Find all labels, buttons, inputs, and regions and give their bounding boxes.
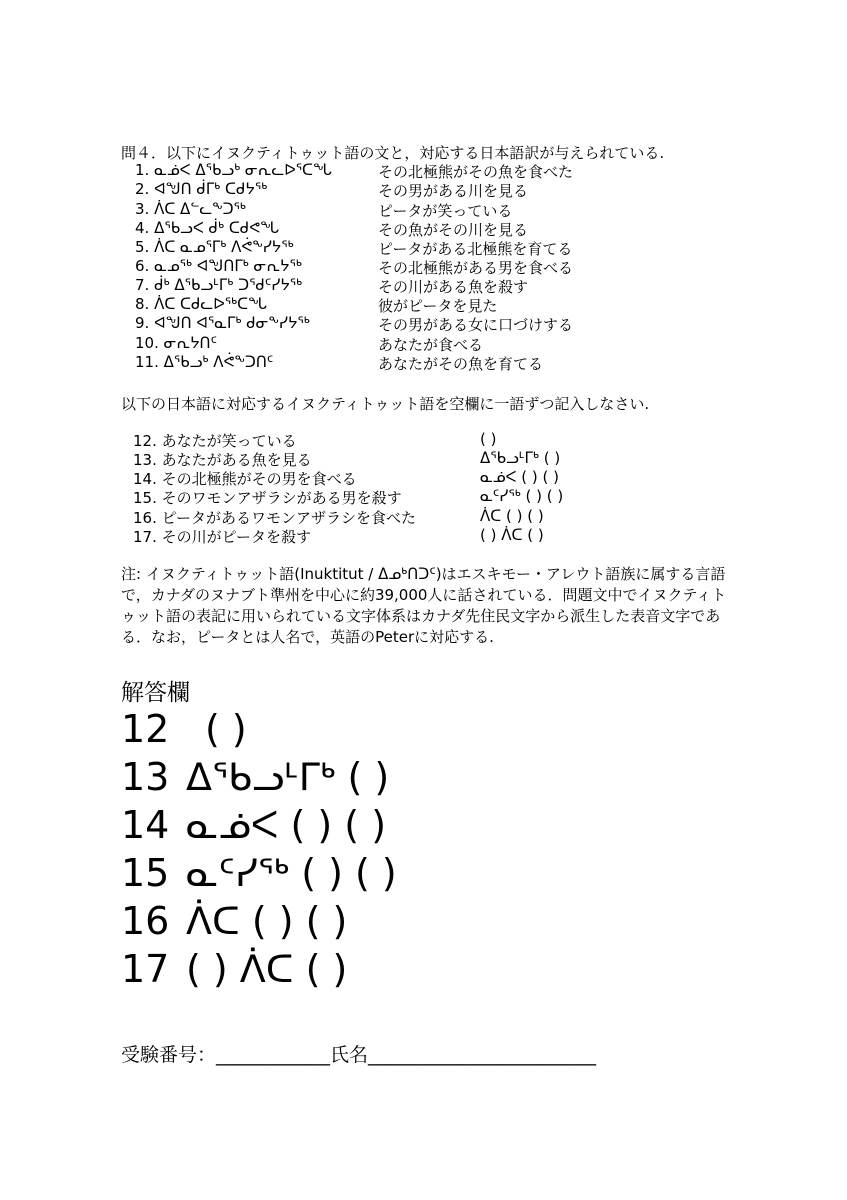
task-ja: 17. その川がピータを殺す [133, 528, 312, 546]
name-label: 氏名 [330, 1044, 369, 1066]
example-iu: 10. ᓂᕆᔭᑎᑦ [135, 334, 218, 352]
task-ja: 13. あなたがある魚を見る [133, 451, 312, 469]
answer-template: ( ) [205, 707, 247, 751]
footer [121, 1040, 596, 1067]
example-iu: 9. ᐊᖑᑎ ᐊᕐᓇᒥᒃ ᑯᓂᖕᓯᔭᖅ [135, 314, 310, 332]
exam-number-label: 受験番号： [121, 1044, 217, 1066]
task-template: ( ) ᐲᑕ ( ) [480, 526, 544, 544]
answer-number: 13 [121, 755, 170, 799]
example-iu: 2. ᐊᖑᑎ ᑰᒥᒃ ᑕᑯᔭᖅ [135, 180, 268, 198]
answer-heading: 解答欄 [121, 680, 190, 706]
answer-number: 16 [121, 899, 170, 943]
task-ja: 14. その北極熊がその男を食べる [133, 470, 357, 488]
answer-template: ᐃᖃᓗᒻᒥᒃ ( ) [186, 755, 390, 799]
answer-number: 14 [121, 803, 170, 847]
example-iu: 11. ᐃᖃᓗᒃ ᐱᕚᖕᑐᑎᑦ [135, 353, 274, 371]
example-ja: その川がある魚を殺す [378, 278, 529, 296]
example-ja: ピータがある北極熊を育てる [378, 240, 573, 258]
example-ja: あなたがその魚を育てる [378, 355, 544, 373]
instruction: 以下の日本語に対応するイヌクティトゥット語を空欄に一語ずつ記入しなさい. [121, 395, 650, 413]
example-ja: 彼がピータを見た [378, 297, 498, 315]
example-ja: その男がある川を見る [378, 182, 529, 200]
example-ja: その北極熊がその魚を食べた [378, 163, 574, 181]
task-template: ᓇᑦᓯᖅ ( ) ( ) [480, 487, 564, 505]
task-ja: 16. ピータがあるワモンアザラシを食べた [133, 509, 417, 527]
answer-number: 15 [121, 851, 170, 895]
example-iu: 3. ᐲᑕ ᐃᓪᓚᖕᑐᖅ [135, 200, 246, 218]
task-template: ( ) [480, 430, 497, 448]
answer-number: 17 [121, 947, 170, 991]
task-template: ᓇᓅᐸ ( ) ( ) [480, 468, 559, 486]
example-iu: 5. ᐲᑕ ᓇᓄᕐᒥᒃ ᐱᕚᖕᓯᔭᖅ [135, 238, 294, 256]
example-ja: ピータが笑っている [378, 202, 513, 220]
example-ja: その男がある女に口づけする [378, 316, 574, 334]
exam-number-blank: ____________ [216, 1044, 331, 1066]
answer-template: ( ) ᐲᑕ ( ) [186, 947, 348, 991]
task-template: ᐃᖃᓗᒻᒥᒃ ( ) [480, 449, 561, 467]
answer-template: ᓇᓅᐸ ( ) ( ) [186, 803, 387, 847]
task-template: ᐲᑕ ( ) ( ) [480, 507, 544, 525]
example-ja: その北極熊がある男を食べる [378, 259, 574, 277]
answer-number: 12 [121, 707, 170, 751]
question-title: 問４．以下にイヌクティトゥット語の文と，対応する日本語訳が与えられている. [121, 144, 665, 162]
task-ja: 15. そのワモンアザラシがある男を殺す [133, 489, 402, 507]
example-iu: 4. ᐃᖃᓗᐸ ᑰᒃ ᑕᑯᕙᖓ [135, 219, 279, 237]
example-ja: その魚がその川を見る [378, 221, 529, 239]
example-ja: あなたが食べる [378, 336, 484, 354]
example-iu: 6. ᓇᓄᖅ ᐊᖑᑎᒥᒃ ᓂᕆᔭᖅ [135, 257, 302, 275]
example-iu: 1. ᓇᓅᐸ ᐃᖃᓗᒃ ᓂᕆᓚᐅᕐᑕᖓ [135, 161, 332, 179]
answer-template: ᓇᑦᓯᖅ ( ) ( ) [186, 851, 397, 895]
answer-template: ᐲᑕ ( ) ( ) [186, 899, 348, 943]
example-iu: 7. ᑰᒃ ᐃᖃᓗᒻᒥᒃ ᑐᖁᑦᓯᔭᖅ [135, 276, 303, 294]
example-iu: 8. ᐲᑕ ᑕᑯᓚᐅᖅᑕᖓ [135, 295, 267, 313]
note: 注: イヌクティトゥット語(Inuktitut / ᐃᓄᒃᑎᑐᑦ)はエスキモー・アレウト語族に属する言語で，カナダのヌナブト準州を中心に約39,000人に話されている．問題文中でイヌクティトゥット語の表記に用いられている文字体系はカナダ先住民文字から派生した表音文字である．なお，ピータとは人名で，英語のPeterに対応する. [121, 565, 727, 646]
name-blank: ________________________ [368, 1044, 597, 1066]
task-ja: 12. あなたが笑っている [133, 432, 297, 450]
